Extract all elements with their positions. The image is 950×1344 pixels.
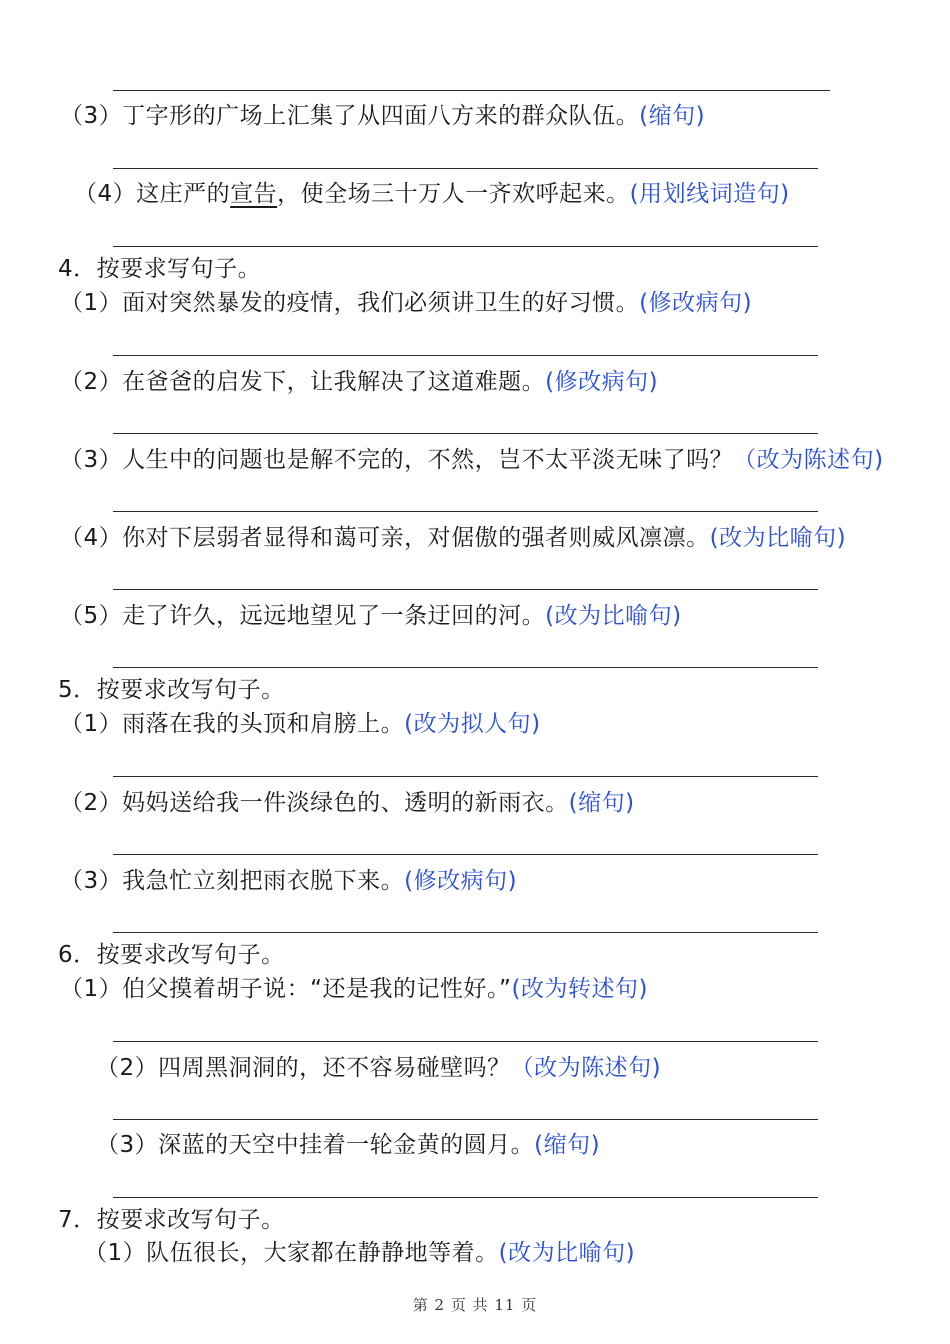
answer-line: [113, 511, 818, 512]
item-instruction: (改为转述句): [511, 976, 648, 1002]
item-instruction: (改为比喻句): [709, 525, 847, 551]
item-instruction: （改为陈述句): [733, 447, 884, 473]
exercise-4-3: [60, 444, 884, 476]
item-text: 我急忙立刻把雨衣脱下来。: [122, 868, 405, 894]
answer-line: [113, 355, 818, 356]
item-number: （2）: [60, 369, 123, 395]
item-instruction: (修改病句): [639, 290, 753, 316]
answer-line: [113, 1041, 818, 1042]
item-text: 在爸爸的启发下，让我解决了这道难题。: [122, 369, 546, 395]
answer-line: [113, 589, 818, 590]
item-text: ，使全场三十万人一齐欢呼起来。: [277, 181, 630, 207]
answer-line: [113, 168, 818, 169]
item-number: （3）: [60, 868, 123, 894]
item-number: （2）: [60, 790, 123, 816]
exercise-5-2: [60, 787, 635, 819]
item-text: 伯父摸着胡子说：“还是我的记性好。”: [122, 976, 512, 1002]
item-text: 深蓝的天空中挂着一轮金黄的圆月。: [158, 1132, 535, 1158]
item-instruction: (缩句): [639, 103, 706, 129]
item-text: 妈妈送给我一件淡绿色的、透明的新雨衣。: [122, 790, 569, 816]
item-text: 走了许久，远远地望见了一条迂回的河。: [122, 603, 546, 629]
item-text: 你对下层弱者显得和蔼可亲，对倨傲的强者则威风凛凛。: [122, 525, 710, 551]
answer-line: [113, 90, 830, 91]
exercise-4-5: [60, 600, 682, 632]
item-number: （1）: [60, 290, 123, 316]
page-footer: 第 2 页 共 11 页: [412, 1296, 538, 1314]
exercise-6-1: [60, 973, 648, 1005]
answer-line: [113, 854, 818, 855]
underlined-word: 宣告: [230, 181, 278, 207]
question-5-heading: 5．按要求改写句子。: [58, 677, 285, 703]
item-text: 四周黑洞洞的，还不容易碰壁吗？: [158, 1055, 511, 1081]
exercise-5-1: [60, 708, 541, 740]
item-number: （3）: [96, 1132, 159, 1158]
question-6-heading: 6．按要求改写句子。: [58, 942, 285, 968]
item-number: （4）: [60, 525, 123, 551]
item-text: 队伍很长，大家都在静静地等着。: [146, 1240, 499, 1266]
exercise-6-3: [96, 1129, 600, 1161]
item-text: 丁字形的广场上汇集了从四面八方来的群众队伍。: [122, 103, 640, 129]
answer-line: [113, 433, 818, 434]
item-number: （3）: [60, 103, 123, 129]
question-4-heading: 4．按要求写句子。: [58, 256, 262, 282]
answer-line: [113, 776, 818, 777]
exercise-7-1: [84, 1237, 635, 1269]
item-text: 面对突然暴发的疫情，我们必须讲卫生的好习惯。: [122, 290, 640, 316]
answer-line: [113, 246, 818, 247]
item-text: 人生中的问题也是解不完的，不然，岂不太平淡无味了吗？: [122, 447, 734, 473]
item-number: （2）: [96, 1055, 159, 1081]
exercise-6-2: [96, 1052, 661, 1084]
item-instruction: (改为比喻句): [498, 1240, 636, 1266]
exercise-5-3: [60, 865, 517, 897]
item-instruction: （改为陈述句): [510, 1055, 662, 1081]
item-instruction: (用划线词造句): [629, 181, 790, 207]
item-instruction: (修改病句): [545, 369, 659, 395]
item-instruction: (改为比喻句): [545, 603, 682, 629]
item-number: （1）: [84, 1240, 147, 1266]
answer-line: [113, 1197, 818, 1198]
answer-line: [113, 1119, 818, 1120]
exercise-3-3: [60, 100, 705, 132]
item-instruction: (缩句): [534, 1132, 601, 1158]
item-number: （4）: [74, 181, 137, 207]
question-7-heading: 7．按要求改写句子。: [58, 1207, 285, 1233]
item-text: 这庄严的: [136, 181, 231, 207]
item-instruction: (缩句): [568, 790, 635, 816]
item-instruction: (修改病句): [404, 868, 518, 894]
item-instruction: (改为拟人句): [404, 711, 541, 737]
exercise-3-4: [74, 178, 790, 210]
exercise-4-1: [60, 287, 752, 319]
item-number: （1）: [60, 711, 123, 737]
item-text: 雨落在我的头顶和肩膀上。: [122, 711, 405, 737]
item-number: （1）: [60, 976, 123, 1002]
item-number: （5）: [60, 603, 123, 629]
answer-line: [113, 932, 818, 933]
answer-line: [113, 667, 818, 668]
item-number: （3）: [60, 447, 123, 473]
exercise-4-4: [60, 522, 846, 554]
exercise-4-2: [60, 366, 658, 398]
